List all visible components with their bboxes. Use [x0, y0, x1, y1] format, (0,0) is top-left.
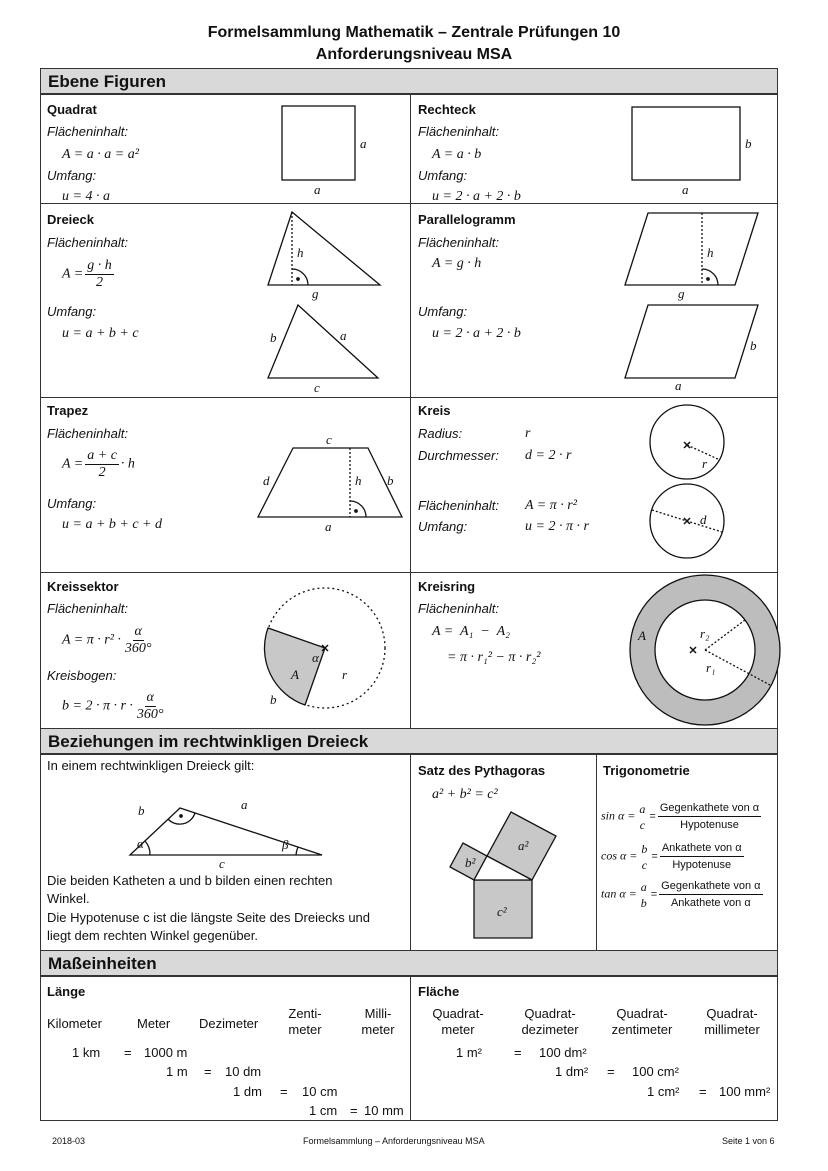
kreis-area-formula: A = π · r² [525, 498, 577, 513]
unit-value: 1 km [72, 1045, 101, 1060]
kreisring-formula-1: A = A₁ − A₂ [432, 624, 511, 639]
unit-value: 10 dm [225, 1064, 262, 1079]
area-label: Flächeninhalt: [418, 498, 499, 513]
label-r1: r₁ [706, 660, 716, 675]
circle-shape [650, 405, 724, 479]
unit-value: 1 cm² [647, 1084, 680, 1099]
unit-value: 1 dm [233, 1084, 262, 1099]
kreis-perimeter-formula: u = 2 · π · r [525, 519, 589, 534]
unit-value: 1 m [166, 1064, 188, 1079]
dreieck-title: Dreieck [47, 212, 94, 227]
perimeter-label: Umfang: [418, 168, 468, 183]
quadrat-title: Quadrat [47, 102, 97, 117]
footer-date: 2018-03 [52, 1136, 86, 1146]
parallelogramm-area-formula: A = g · h [432, 256, 482, 271]
label-r: r [702, 456, 708, 471]
unit-value: 10 cm [302, 1084, 338, 1099]
equals: = [124, 1045, 132, 1060]
label-beta: β [282, 837, 289, 852]
rwd-text-1: Die beiden Katheten a und b bilden einen rechten [47, 873, 333, 888]
label-r2: r₂ [700, 626, 710, 641]
rectangle-shape [632, 107, 740, 180]
dreieck-area-formula: A = $\frac{g \cdot h}{2}$ [62, 258, 112, 290]
parallelogram-shape [625, 305, 758, 378]
right-angle-mark [292, 269, 308, 285]
label-a: a [340, 328, 347, 343]
parallelogramm-perimeter-formula: u = 2 · a + 2 · b [432, 326, 521, 341]
unit-value: 100 cm² [632, 1064, 679, 1079]
label-r: r [342, 667, 348, 682]
unit-value: 1 cm [309, 1103, 338, 1118]
unit-value: 10 mm [364, 1103, 404, 1118]
trapezoid-shape [258, 448, 402, 517]
area-label: Flächeninhalt: [418, 235, 499, 250]
doc-subtitle: Anforderungsniveau MSA [315, 46, 513, 63]
trig-title: Trigonometrie [603, 763, 690, 778]
label-alpha: α [137, 836, 144, 851]
kreissektor-arc-formula: b = 2 · π · r · $\frac{\alpha}{360^\circ}$ [62, 690, 164, 722]
area-label: Flächeninhalt: [47, 124, 128, 139]
perimeter-label: Umfang: [418, 304, 468, 319]
area-label: Flächeninhalt: [47, 426, 128, 441]
perimeter-label: Umfang: [47, 304, 97, 319]
kreissektor-title: Kreissektor [47, 579, 119, 594]
label-c: c [314, 380, 320, 395]
trapez-perimeter-formula: u = a + b + c + d [62, 517, 163, 532]
label-h: h [297, 245, 304, 260]
area-label: Flächeninhalt: [418, 124, 499, 139]
col-header: Quadrat- millimeter [704, 1006, 760, 1037]
label-b: b [387, 473, 394, 488]
label-h: h [355, 473, 362, 488]
col-header: Zenti- meter [288, 1006, 322, 1037]
label-c2: c² [497, 904, 507, 919]
equals: = [607, 1064, 615, 1079]
radius-formula: r [525, 426, 531, 441]
label-d: d [263, 473, 270, 488]
rwd-text-2: Die Hypotenuse c ist die längste Seite des Dreiecks und [47, 910, 371, 925]
section-header-ebene: Ebene Figuren [40, 68, 778, 94]
rechteck-perimeter-formula: u = 2 · a + 2 · b [432, 189, 521, 204]
rwd-text-1b: Winkel. [47, 891, 90, 906]
trapez-title: Trapez [47, 403, 89, 418]
rwd-text-2b: liegt dem rechten Winkel gegenüber. [47, 928, 259, 943]
label-g: g [678, 286, 685, 301]
pythagoras-formula: a² + b² = c² [432, 787, 498, 802]
label-a: a [314, 182, 321, 197]
rechteck-title: Rechteck [418, 102, 476, 117]
laenge-title: Länge [47, 984, 86, 999]
col-header: Milli- meter [361, 1006, 395, 1037]
doc-title: Formelsammlung Mathematik – Zentrale Prüfungen 10 [207, 24, 621, 41]
label-A: A [291, 667, 299, 682]
equals: = [514, 1045, 522, 1060]
unit-value: 1 dm² [555, 1064, 589, 1079]
label-c: c [326, 432, 332, 447]
col-header: Kilometer [47, 1016, 102, 1031]
col-header: Dezimeter [199, 1016, 259, 1031]
perimeter-label: Umfang: [47, 168, 97, 183]
trig-sin: sin α = a c = $\frac{\text{Gegenkathete von α}}{\text{Hypotenuse}}$ [601, 801, 760, 832]
area-label: Flächeninhalt: [47, 235, 128, 250]
label-a: a [682, 182, 689, 197]
triangle-shape [268, 212, 380, 285]
parallelogramm-title: Parallelogramm [418, 212, 516, 227]
trapez-area-formula: A = $\frac{a + c}{2}$ · h [62, 448, 135, 480]
radius-label: Radius: [418, 426, 463, 441]
label-b2: b² [465, 855, 476, 870]
kreissektor-area-formula: A = π · r² · $\frac{\alpha}{360^\circ}$ [62, 624, 152, 656]
label-d: d [700, 512, 707, 527]
rechteck-area-formula: A = a · b [432, 147, 482, 162]
perimeter-label: Umfang: [418, 519, 468, 534]
diameter-label: Durchmesser: [418, 448, 499, 463]
trig-tan: tan α = a b = $\frac{\text{Gegenkathete von α}}{\text{Ankathete von α}}$ [601, 879, 761, 910]
label-b: b [138, 803, 145, 818]
section-header-dreieck: Beziehungen im rechtwinkligen Dreieck [40, 728, 778, 754]
quadrat-area-formula: A = a · a = a² [62, 147, 139, 162]
triangle-shape [268, 305, 378, 378]
parallelogram-shape [625, 213, 758, 285]
label-c: c [219, 856, 225, 871]
equals: = [204, 1064, 212, 1079]
label-b: b [270, 330, 277, 345]
unit-value: 1 m² [456, 1045, 482, 1060]
label-b: b [270, 692, 277, 707]
section-header-masse: Maßeinheiten [40, 950, 778, 976]
rwd-intro: In einem rechtwinkligen Dreieck gilt: [47, 758, 255, 773]
unit-value: 1000 m [144, 1045, 188, 1060]
label-a2: a² [518, 838, 529, 853]
flaeche-title: Fläche [418, 984, 460, 999]
col-header: Quadrat- zentimeter [611, 1006, 673, 1037]
square-shape [282, 106, 355, 180]
label-b: b [750, 338, 757, 353]
col-header: Meter [137, 1016, 171, 1031]
kreis-title: Kreis [418, 403, 451, 418]
footer-page: Seite 1 von 6 [722, 1136, 775, 1146]
trig-cos: cos α = b c = $\frac{\text{Ankathete von α}}{\text{Hypotenuse}}$ [601, 841, 742, 872]
quadrat-perimeter-formula: u = 4 · a [62, 189, 110, 204]
label-a: a [325, 519, 332, 534]
diameter-formula: d = 2 · r [525, 448, 572, 463]
unit-value: 100 mm² [719, 1084, 771, 1099]
area-label: Flächeninhalt: [418, 601, 499, 616]
arc-label: Kreisbogen: [47, 668, 117, 683]
col-header: Quadrat- meter [432, 1006, 484, 1037]
label-a: a [675, 378, 682, 393]
equals: = [280, 1084, 288, 1099]
label-a: a [241, 797, 248, 812]
label-a: a [360, 136, 367, 151]
equals: = [699, 1084, 707, 1099]
area-label: Flächeninhalt: [47, 601, 128, 616]
label-b: b [745, 136, 752, 151]
dreieck-perimeter-formula: u = a + b + c [62, 326, 139, 341]
equals: = [350, 1103, 358, 1118]
kreisring-formula-2: = π · r₁² − π · r₂² [447, 650, 541, 665]
right-triangle-shape [130, 808, 322, 855]
kreisring-title: Kreisring [418, 579, 476, 594]
unit-value: 100 dm² [539, 1045, 587, 1060]
footer-center: Formelsammlung – Anforderungsniveau MSA [303, 1136, 485, 1146]
perimeter-label: Umfang: [47, 496, 97, 511]
label-h: h [707, 245, 714, 260]
label-alpha: α [312, 650, 319, 665]
label-A: A [638, 628, 646, 643]
label-g: g [312, 286, 319, 301]
pythagoras-title: Satz des Pythagoras [418, 763, 546, 778]
col-header: Quadrat- dezimeter [521, 1006, 579, 1037]
